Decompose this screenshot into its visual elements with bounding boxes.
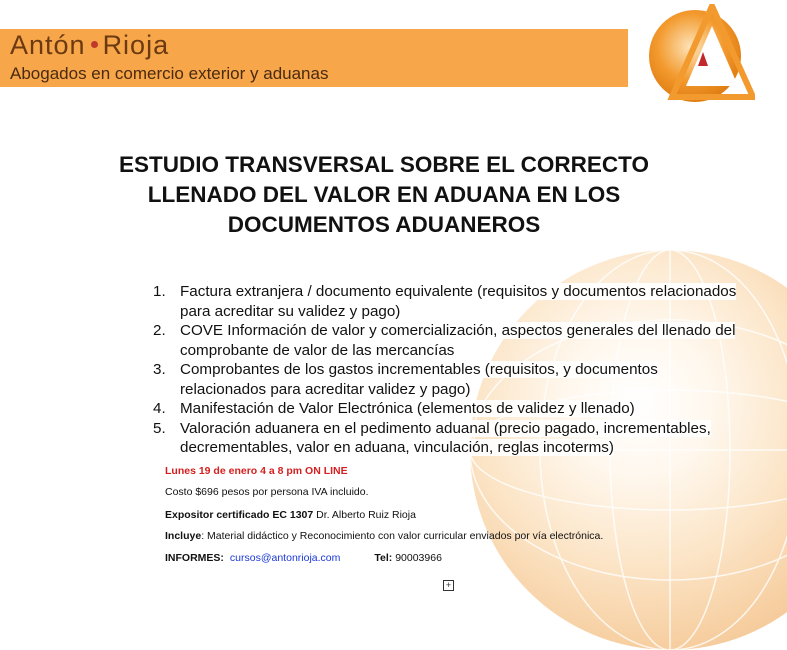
list-item: 3. Comprobantes de los gastos incrementables (requisitos, y documentos relacionados para acreditar validez y pago) bbox=[153, 361, 658, 398]
brand-tagline: Abogados en comercio exterior y aduanas bbox=[10, 64, 329, 83]
event-informes: INFORMES: cursos@antonrioja.com Tel: 90003966 bbox=[165, 552, 442, 564]
title-line: LLENADO DEL VALOR EN ADUANA EN LOS bbox=[147, 182, 621, 207]
event-expositor: Expositor certificado EC 1307 Dr. Alberto Ruiz Rioja bbox=[165, 509, 416, 521]
event-date: Lunes 19 de enero 4 a 8 pm ON LINE bbox=[165, 465, 348, 477]
list-item: 2. COVE Información de valor y comercialización, aspectos generales del llenado del comprobante de valor de las mercancías bbox=[153, 322, 736, 359]
list-item: 1. Factura extranjera / documento equivalente (requisitos y documentos relacionados para acreditar su validez y pago) bbox=[153, 283, 737, 320]
page-title bbox=[0, 150, 768, 240]
title-line: DOCUMENTOS ADUANEROS bbox=[227, 212, 541, 237]
title-line: ESTUDIO TRANSVERSAL SOBRE EL CORRECTO bbox=[118, 152, 650, 177]
topics-list bbox=[148, 282, 748, 458]
triangle-globe-logo-icon bbox=[640, 4, 755, 104]
brand-dot-icon bbox=[91, 41, 98, 48]
plus-square-icon[interactable]: + bbox=[443, 580, 454, 591]
list-item: 5. Valoración aduanera en el pedimento aduanal (precio pagado, incrementables, decrementables, valor en aduana, vinculación, reglas incoterms) bbox=[153, 419, 711, 456]
brand-name: Antón Rioja bbox=[10, 30, 170, 60]
email-link[interactable]: cursos@antonrioja.com bbox=[229, 552, 341, 564]
list-item: 4. Manifestación de Valor Electrónica (elementos de validez y llenado) bbox=[153, 400, 635, 417]
event-incluye: Incluye: Material didáctico y Reconocimiento con valor curricular enviados por vía electrónica. bbox=[165, 530, 604, 542]
event-cost: Costo $696 pesos por persona IVA incluido. bbox=[165, 486, 369, 498]
